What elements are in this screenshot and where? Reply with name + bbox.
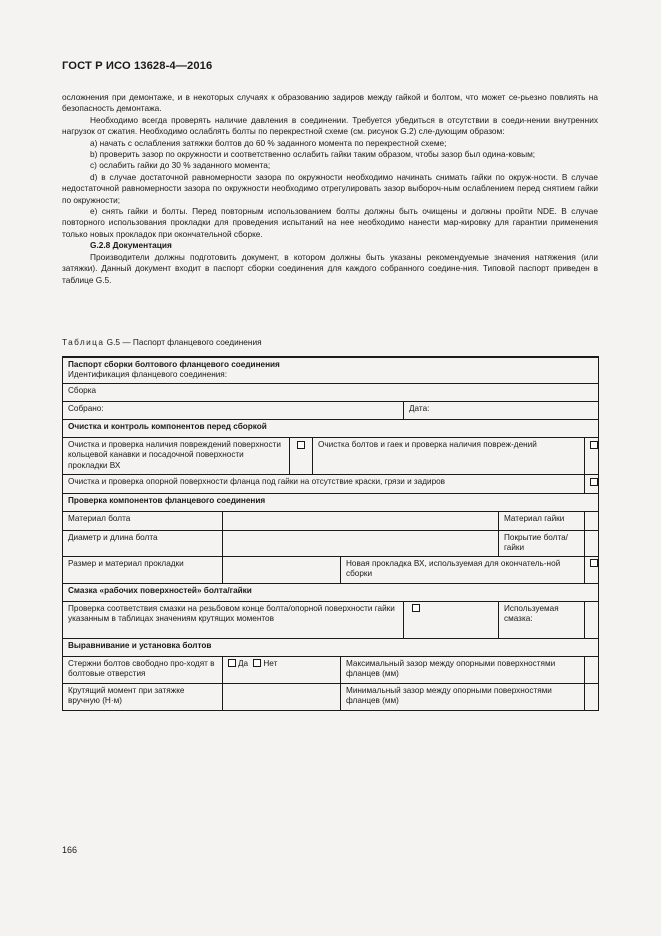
section-title-cleaning: Очистка и контроль компонентов перед сборкой [63, 419, 599, 437]
assembled-by-label: Собрано: [68, 403, 104, 413]
max-gap-label: Максимальный зазор между опорными поверхностями фланцев (мм) [341, 656, 585, 683]
checkbox-icon [590, 441, 598, 449]
checkbox-icon [297, 441, 305, 449]
flange-surface-checkbox[interactable] [585, 474, 599, 493]
checkbox-icon [412, 604, 420, 612]
bolts-cleaning-checkbox[interactable] [585, 437, 599, 474]
bolts-cleaning-label: Очистка болтов и гаек и проверка наличия повреж-дений [313, 437, 585, 474]
min-gap-field[interactable] [585, 683, 599, 710]
bolt-coating-label: Покрытие болта/гайки [499, 530, 585, 556]
passport-header-cell [63, 357, 599, 383]
gasket-size-label: Размер и материал прокладки [63, 556, 223, 583]
list-item: е) снять гайки и болты. Перед повторным использованием болты должны быть очищены и должны пройти NDE. В случае повторного использования прокладки для проведения испытаний на нее необходимо нанести мар-кировку для гарантии применения только новых прокладок при окончательной сборке. [62, 206, 598, 239]
passport-title: Паспорт сборки болтового фланцевого соединения [68, 360, 280, 369]
bolt-material-field[interactable] [223, 511, 499, 530]
assembly-label: Сборка [68, 385, 97, 395]
table-caption-word: Таблица [62, 337, 105, 347]
paragraph: осложнения при демонтаже, и в некоторых случаях к образованию задиров между гайкой и болтом, что может се-рьезно повлиять на безопасность демонтажа. [62, 92, 598, 114]
new-gasket-checkbox[interactable] [585, 556, 599, 583]
list-item: а) начать с ослабления затяжки болтов до 60 % заданного момента по перекрестной схеме; [90, 137, 447, 148]
section-heading: G.2.8 Документация [90, 240, 172, 251]
groove-cleaning-label: Очистка и проверка наличия повреждений поверхности кольцевой канавки и посадочной поверхности прокладки ВХ [63, 437, 290, 474]
groove-cleaning-checkbox[interactable] [290, 437, 313, 474]
checkbox-icon [590, 559, 598, 567]
flange-surface-cleaning-label: Очистка и проверка опорной поверхности фланца под гайки на отсутствие краски, грязи и задиров [63, 474, 585, 493]
nut-material-field[interactable] [585, 511, 599, 530]
bolt-material-label: Материал болта [63, 511, 223, 530]
lube-used-field[interactable] [585, 601, 599, 638]
nut-material-label: Материал гайки [499, 511, 585, 530]
section-title-lubrication: Смазка «рабочих поверхностей» болта/гайки [63, 583, 599, 601]
max-gap-field[interactable] [585, 656, 599, 683]
document-title: ГОСТ Р ИСО 13628-4—2016 [62, 60, 213, 72]
lube-check-checkbox-cell[interactable] [404, 601, 499, 638]
assembled-by-field[interactable] [63, 401, 404, 419]
table-caption [62, 337, 262, 347]
table-caption-text: G.5 — Паспорт фланцевого соединения [106, 337, 262, 347]
list-item: d) в случае достаточной равномерности зазора по окружности необходимо начинать снимать гайки по окруж-ности. В случае недостаточной равномерности зазора по окружности необходимо отрегулировать зазор выбороч-ным ослаблением перед снятием гайки по окружности; [62, 171, 598, 205]
body-text [62, 92, 598, 286]
page-number: 166 [62, 845, 78, 855]
torque-field[interactable] [223, 683, 341, 710]
min-gap-label: Минимальный зазор между опорными поверхностями фланцев (мм) [341, 683, 585, 710]
bolt-coating-field[interactable] [585, 530, 599, 556]
yes-checkbox[interactable] [228, 659, 236, 667]
section-title-alignment: Выравнивание и установка болтов [63, 638, 599, 656]
yes-label: Да [238, 658, 249, 668]
paragraph: Необходимо всегда проверять наличие давления в соединении. Требуется убедиться в отсутствии в соеди-нении внутренних нагрузок от сжатия. Необходимо ослаблять болты по перекрестной схеме (см. рисунок G.2) сле-дующим образом: [62, 114, 598, 137]
new-gasket-label: Новая прокладка ВХ, используемая для окончатель-ной сборки [341, 556, 585, 583]
no-label: Нет [263, 658, 278, 668]
date-field[interactable] [404, 401, 599, 419]
list-item: b) проверить зазор по окружности и соответственно ослабить гайки таким образом, чтобы зазор был одина-ковым; [90, 149, 536, 160]
section-title-components: Проверка компонентов фланцевого соединения [63, 493, 599, 511]
rods-free-label: Стержни болтов свободно про-ходят в болтовые отверстия [63, 656, 223, 683]
assembly-cell [63, 383, 599, 401]
no-checkbox[interactable] [253, 659, 261, 667]
torque-label: Крутящий момент при затяжке вручную (Н·м) [63, 683, 223, 710]
bolt-diameter-field[interactable] [223, 530, 499, 556]
gasket-size-field[interactable] [223, 556, 341, 583]
flange-id-label: Идентификация фланцевого соединения: [68, 370, 228, 380]
bolt-diameter-label: Диаметр и длина болта [63, 530, 223, 556]
list-item: с) ослабить гайки до 30 % заданного момента; [90, 160, 271, 171]
rods-free-options [223, 656, 341, 683]
lube-check-label: Проверка соответствия смазки на резьбовом конце болта/опорной поверхности гайки указанным в таблицах значениям крутящих моментов [63, 601, 404, 638]
checkbox-icon [590, 478, 598, 486]
date-label: Дата: [409, 403, 430, 413]
paragraph: Производители должны подготовить документ, в котором должны быть указаны рекомендуемые значения натяжения (или затяжки). Данный документ входит в паспорт сборки соединения для каждого собранного соедине-ния. Типовой паспорт приведен в таблице G.5. [62, 251, 598, 285]
flange-passport-table [62, 356, 599, 711]
lube-used-label: Используемая смазка: [499, 601, 585, 638]
